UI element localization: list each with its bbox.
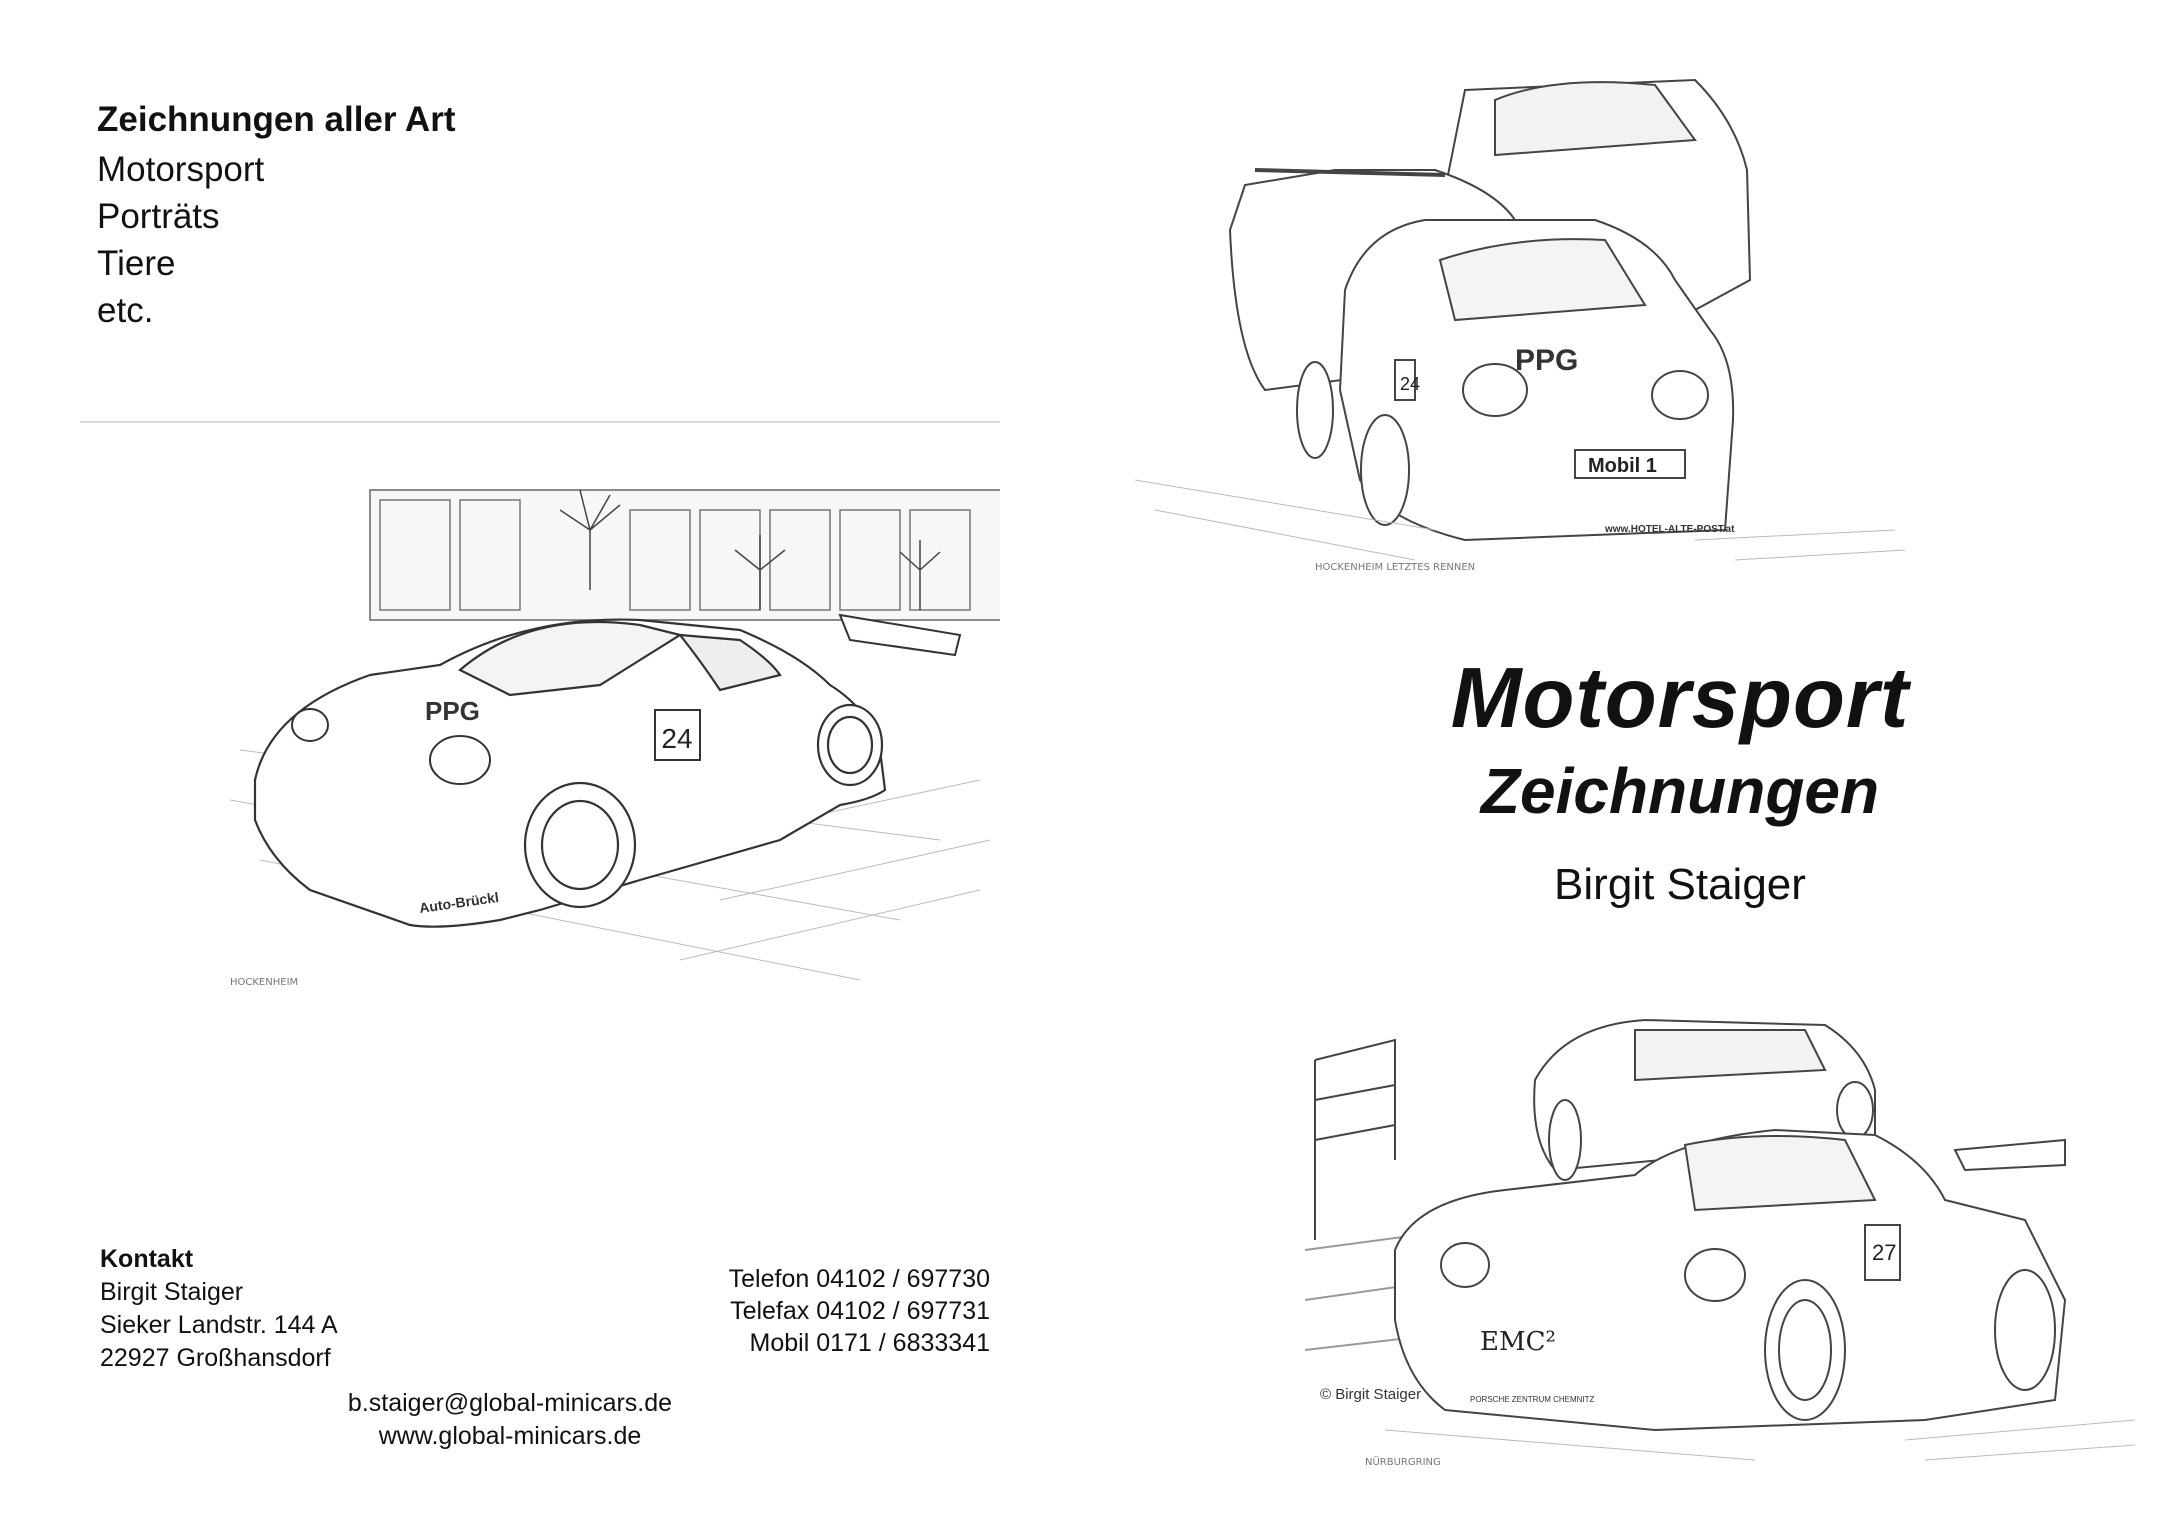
copyright-note: © Birgit Staiger (1320, 1386, 1422, 1403)
contact-block (100, 1243, 338, 1375)
service-item: Porträts (97, 197, 220, 236)
website-link[interactable]: www.global-minicars.de (378, 1422, 642, 1450)
contact-street: Sieker Landstr. 144 A (100, 1311, 338, 1339)
bumper-label: Mobil 1 (1588, 455, 1657, 477)
contact-heading: Kontakt (100, 1245, 194, 1273)
service-item: Tiere (97, 244, 176, 283)
page-subtitle: Zeichnungen (1480, 755, 1880, 827)
car-number: 27 (1872, 1240, 1897, 1265)
sketch-signature: HOCKENHEIM (230, 977, 299, 988)
plate-label: www.HOTEL-ALTE-POST.at (1605, 524, 1735, 535)
email-link[interactable]: b.staiger@global-minicars.de (347, 1389, 673, 1417)
plate-label: PORSCHE ZENTRUM CHEMNITZ (1470, 1395, 1595, 1404)
service-item: Motorsport (97, 150, 265, 189)
sponsor-label: PPG (425, 696, 480, 726)
bottom-right-car-drawing (1305, 1000, 2145, 1480)
plate-label: Auto-Brückl (418, 888, 500, 916)
page-title: Motorsport (1450, 651, 1910, 746)
phone-block (600, 1263, 990, 1359)
service-item: etc. (97, 291, 154, 330)
contact-name: Birgit Staiger (100, 1278, 244, 1306)
phone-number: Telefon 04102 / 697730 (728, 1265, 990, 1293)
services-heading: Zeichnungen aller Art (97, 100, 456, 139)
car-number: 24 (661, 723, 693, 754)
left-car-drawing (80, 420, 1000, 1020)
author-name: Birgit Staiger (1554, 860, 1806, 909)
mobile-number: Mobil 0171 / 6833341 (749, 1329, 990, 1357)
top-right-car-drawing (1135, 60, 1905, 600)
fax-number: Telefax 04102 / 697731 (730, 1297, 990, 1325)
services-list (97, 146, 264, 334)
sponsor-label: EMC² (1480, 1327, 1556, 1357)
sketch-signature: NÜRBURGRING (1365, 1457, 1441, 1468)
contact-city: 22927 Großhansdorf (100, 1344, 331, 1372)
car-number: 24 (1400, 374, 1421, 394)
web-block (300, 1387, 720, 1453)
sponsor-label: PPG (1515, 344, 1579, 377)
sketch-signature: HOCKENHEIM LETZTES RENNEN (1315, 562, 1476, 573)
